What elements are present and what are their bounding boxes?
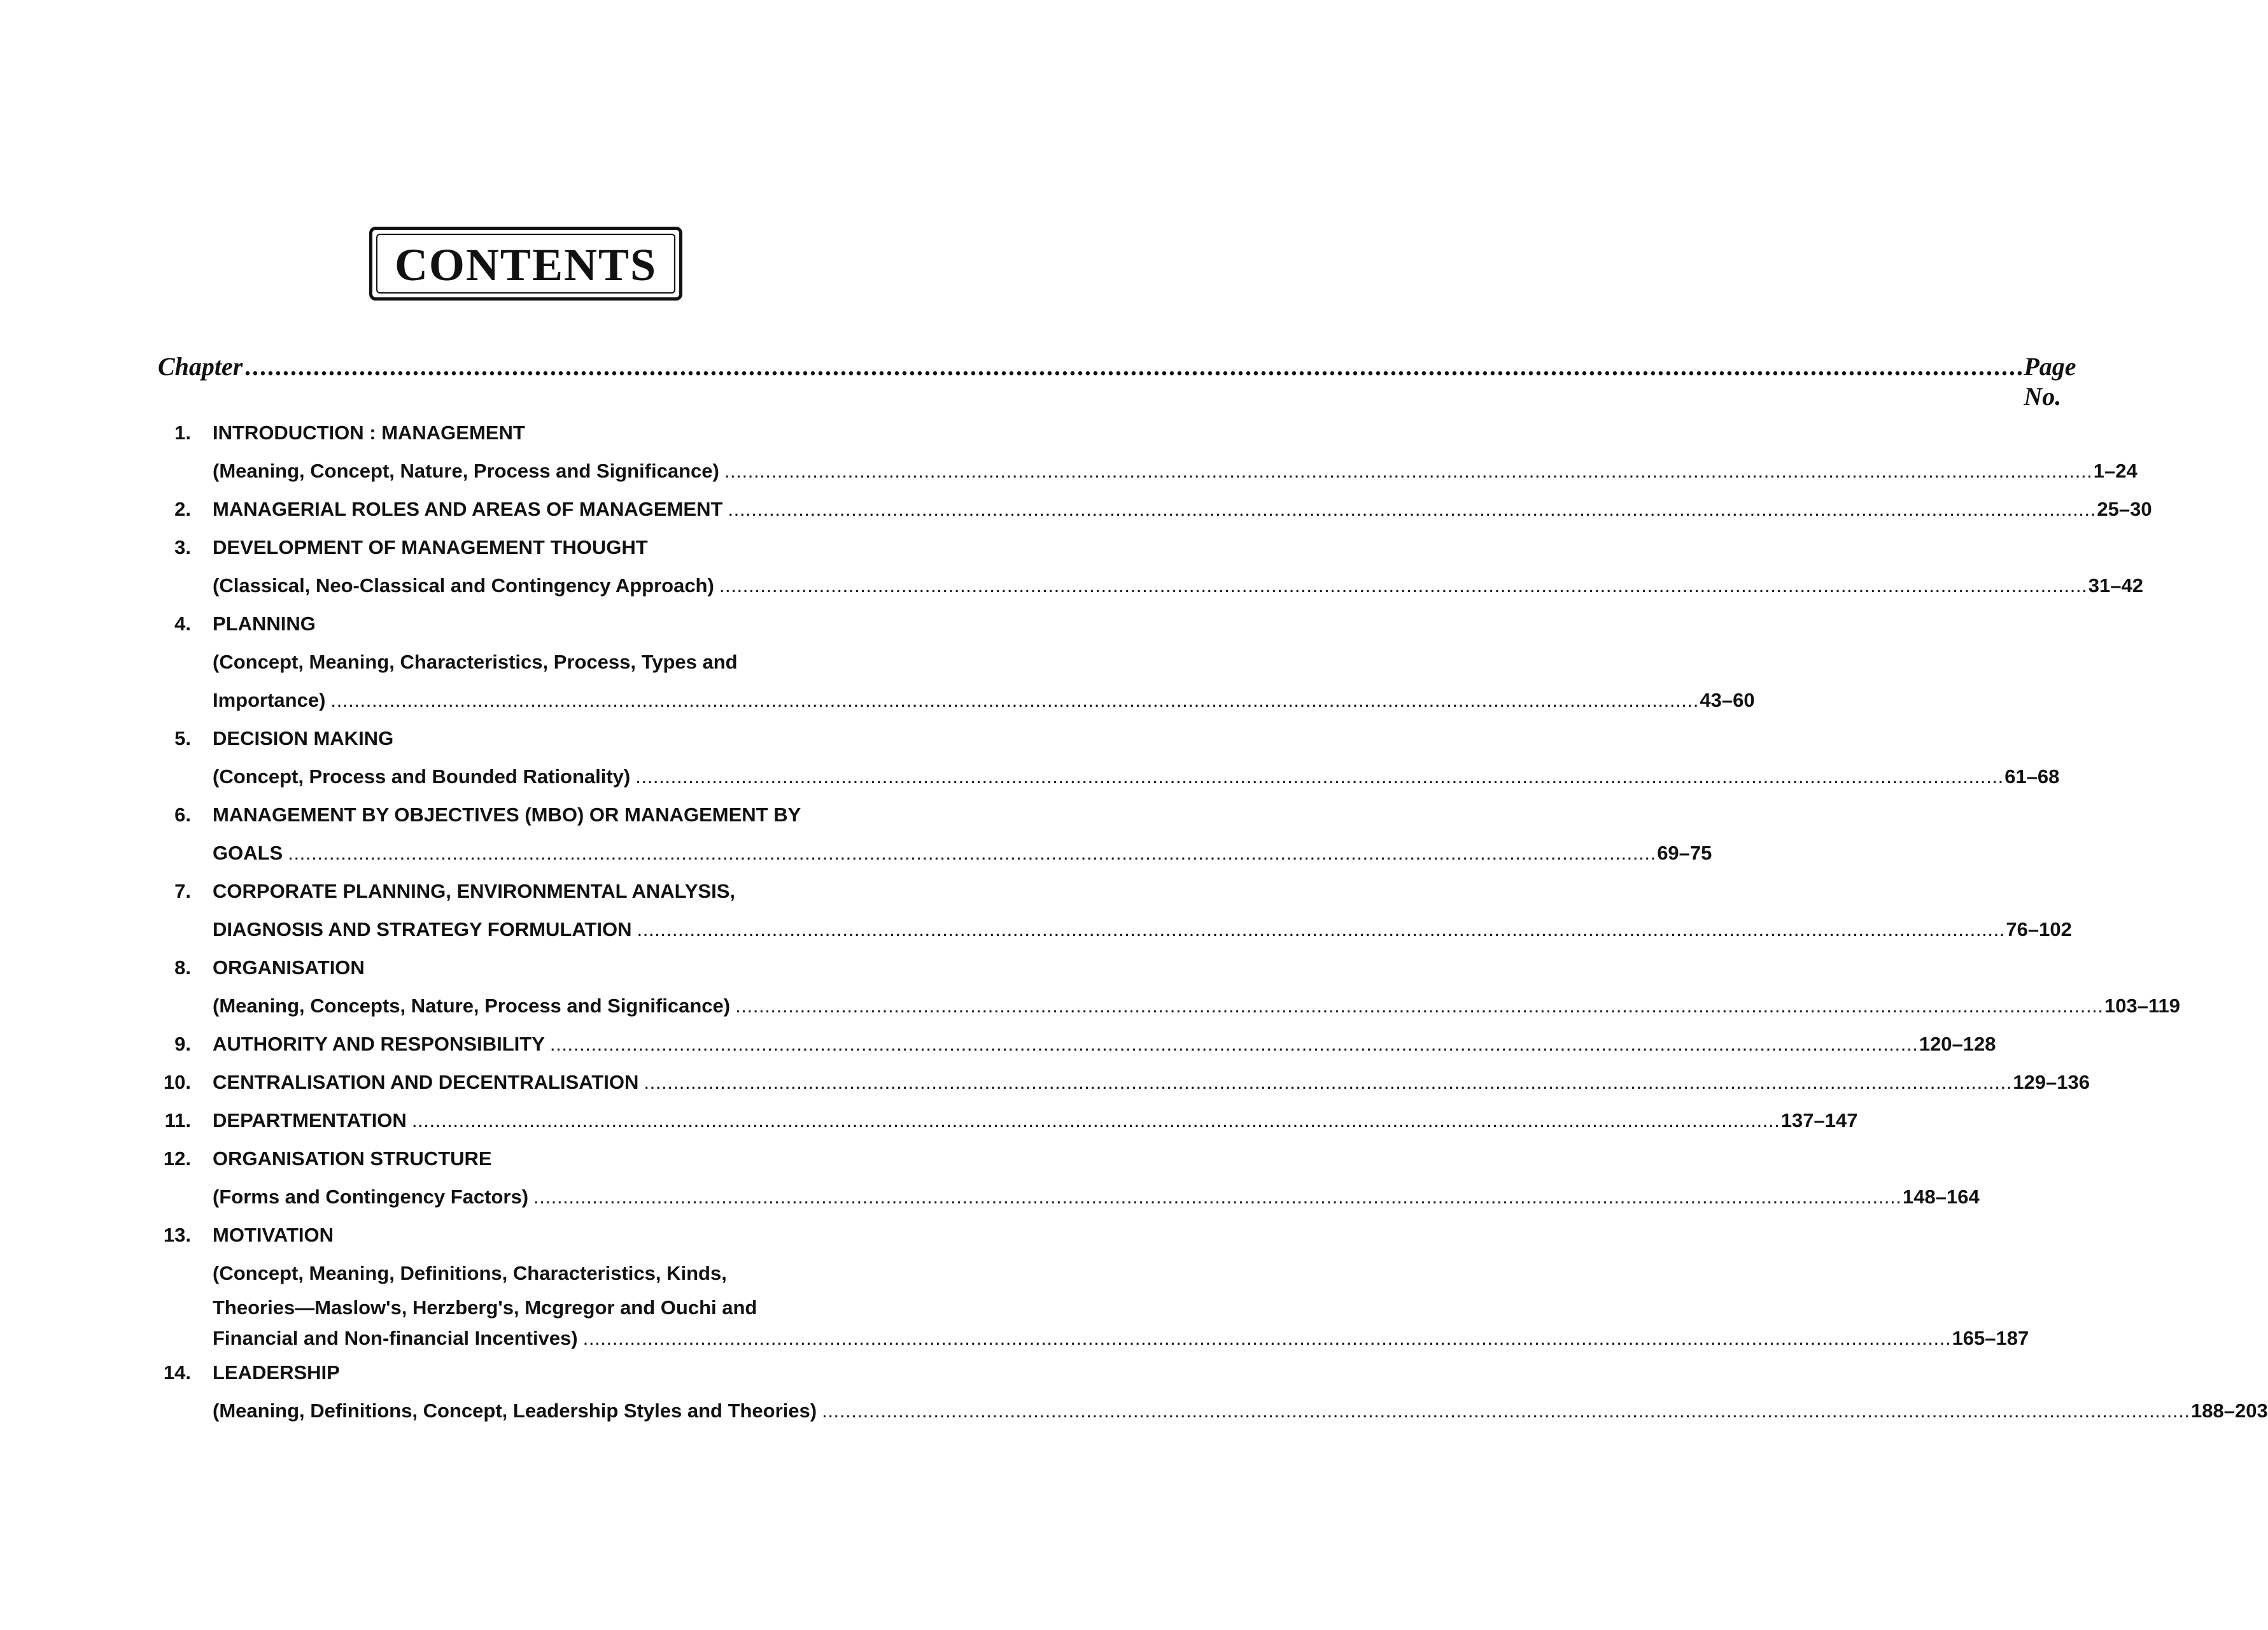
- chapter-body: [213, 949, 2180, 1025]
- page-range: 1–24: [2093, 460, 2138, 482]
- line-text: CENTRALISATION AND DECENTRALISATION: [213, 1071, 639, 1093]
- toc-entry: [158, 1063, 2090, 1102]
- line-text: ORGANISATION STRUCTURE: [213, 1147, 492, 1170]
- chapter-body: [213, 1354, 2268, 1430]
- chapter-number: 5.: [174, 727, 191, 749]
- line-text: LEADERSHIP: [213, 1361, 340, 1384]
- leader-dots: [644, 1063, 2009, 1102]
- chapter-title-line: [213, 834, 1712, 872]
- line-text: DEVELOPMENT OF MANAGEMENT THOUGHT: [213, 536, 648, 558]
- chapter-title-line: [213, 528, 2143, 567]
- chapter-body: [213, 528, 2143, 605]
- line-text: AUTHORITY AND RESPONSIBILITY: [213, 1033, 545, 1055]
- chapter-body: [213, 1102, 1857, 1140]
- chapter-description-line: [213, 681, 1755, 719]
- line-text: MANAGERIAL ROLES AND AREAS OF MANAGEMENT: [213, 498, 723, 520]
- page-column-label: Page No.: [2024, 352, 2076, 411]
- chapter-title-line: [213, 796, 1712, 834]
- chapter-title-line: [213, 1063, 2090, 1102]
- chapter-title-line: [213, 490, 2152, 528]
- page-range: 148–164: [1903, 1186, 1980, 1208]
- leader-dots: [724, 452, 2090, 490]
- toc-entry: [158, 528, 2143, 605]
- leader-dots: [719, 567, 2085, 605]
- page-range: 43–60: [1700, 689, 1755, 711]
- chapter-description-line: [213, 452, 2138, 490]
- line-text: (Concept, Meaning, Definitions, Characteristics, Kinds,: [213, 1262, 727, 1284]
- leader-dots: [822, 1392, 2187, 1430]
- chapter-title-line: [213, 1216, 2029, 1254]
- line-text: (Meaning, Definitions, Concept, Leadership Styles and Theories): [213, 1400, 817, 1422]
- chapter-description-line: [213, 1323, 2029, 1354]
- chapter-title-line: [213, 605, 1755, 643]
- chapter-title-line: [213, 872, 2072, 911]
- page-range: 103–119: [2104, 995, 2181, 1017]
- chapter-number: 7.: [174, 880, 191, 902]
- chapter-body: [213, 605, 1755, 719]
- line-text: (Concept, Meaning, Characteristics, Process, Types and: [213, 651, 738, 673]
- page-range: 69–75: [1657, 842, 1712, 864]
- page-range: 25–30: [2097, 498, 2152, 520]
- chapter-title-line: [213, 1354, 2268, 1392]
- toc-entry: [158, 1102, 1858, 1140]
- line-text: DECISION MAKING: [213, 727, 394, 749]
- page-range: 31–42: [2088, 574, 2143, 597]
- line-text: DIAGNOSIS AND STRATEGY FORMULATION: [213, 918, 632, 940]
- chapter-body: [213, 796, 1712, 872]
- chapter-body: [213, 719, 2059, 796]
- page-range: 76–102: [2006, 918, 2072, 940]
- leader-dots: [735, 987, 2101, 1025]
- chapter-description-line: [213, 987, 2180, 1025]
- chapter-body: [213, 414, 2138, 490]
- leader-dots: [637, 911, 2002, 949]
- page-range: 165–187: [1952, 1327, 2029, 1349]
- leader-dots: [583, 1323, 1948, 1354]
- page-range: 188–203: [2191, 1400, 2268, 1422]
- line-text: (Classical, Neo-Classical and Contingency Approach): [213, 574, 714, 597]
- line-text: Theories—Maslow's, Herzberg's, Mcgregor and Ouchi and: [213, 1296, 757, 1319]
- leader-dots: [550, 1025, 1915, 1063]
- chapter-title-line: [213, 1102, 1857, 1140]
- chapter-body: [213, 1063, 2090, 1102]
- chapter-number: 11.: [164, 1109, 191, 1131]
- line-text: (Concept, Process and Bounded Rationality): [213, 765, 631, 788]
- line-text: DEPARTMENTATION: [213, 1109, 407, 1131]
- line-text: (Meaning, Concept, Nature, Process and Significance): [213, 460, 719, 482]
- chapter-column-label: Chapter: [158, 352, 243, 381]
- toc-entry: [158, 796, 1712, 872]
- toc-entry: [158, 414, 2138, 490]
- chapter-description-line: [213, 1392, 2268, 1430]
- chapter-title-line: [213, 414, 2138, 452]
- line-text: MANAGEMENT BY OBJECTIVES (MBO) OR MANAGEMENT BY: [213, 804, 801, 826]
- chapter-number: 6.: [174, 804, 191, 826]
- leader-dots: [728, 490, 2093, 528]
- toc-entry: [158, 1140, 1980, 1216]
- line-text: ORGANISATION: [213, 956, 365, 979]
- table-of-contents: [158, 414, 2268, 1430]
- chapter-description-line: [213, 567, 2143, 605]
- chapter-number: 2.: [174, 498, 191, 520]
- chapter-body: [213, 872, 2072, 949]
- page-range: 61–68: [2004, 765, 2060, 788]
- page-range: 120–128: [1919, 1033, 1996, 1055]
- chapter-title-line: [213, 1140, 1980, 1178]
- contents-title-box: [369, 227, 682, 301]
- chapter-number: 1.: [174, 422, 191, 444]
- chapter-number: 14.: [163, 1361, 191, 1384]
- chapter-number: 4.: [174, 613, 191, 635]
- toc-entry: [158, 1354, 2268, 1430]
- chapter-number: 8.: [174, 956, 191, 979]
- toc-entry: [158, 605, 1755, 719]
- leader-dots: [245, 351, 2021, 381]
- chapter-number: 13.: [163, 1224, 191, 1246]
- chapter-description-line: [213, 1254, 2029, 1293]
- chapter-body: [213, 1216, 2029, 1354]
- line-text: CORPORATE PLANNING, ENVIRONMENTAL ANALYSIS,: [213, 880, 735, 902]
- chapter-description-line: [213, 1178, 1980, 1216]
- toc-entry: [158, 719, 2060, 796]
- chapter-body: [213, 490, 2152, 528]
- page-title: CONTENTS: [394, 239, 658, 290]
- toc-entry: [158, 872, 2072, 949]
- toc-entry: [158, 949, 2181, 1025]
- chapter-title-line: [213, 719, 2059, 758]
- leader-dots: [533, 1178, 1899, 1216]
- line-text: Importance): [213, 689, 326, 711]
- chapter-description-line: [213, 758, 2059, 796]
- chapter-title-line: [213, 1025, 1996, 1063]
- chapter-body: [213, 1140, 1980, 1216]
- toc-entry: [158, 1025, 1996, 1063]
- chapter-number: 3.: [174, 536, 191, 558]
- column-header-row: [158, 351, 2076, 411]
- line-text: (Meaning, Concepts, Nature, Process and Significance): [213, 995, 731, 1017]
- chapter-number: 12.: [163, 1147, 191, 1170]
- chapter-number: 9.: [174, 1033, 191, 1055]
- chapter-description-line: [213, 1293, 2029, 1323]
- chapter-title-line: [213, 949, 2180, 987]
- toc-entry: [158, 490, 2152, 528]
- line-text: GOALS: [213, 842, 283, 864]
- leader-dots: [288, 834, 1653, 872]
- chapter-description-line: [213, 643, 1755, 681]
- leader-dots: [412, 1102, 1777, 1140]
- line-text: (Forms and Contingency Factors): [213, 1186, 529, 1208]
- line-text: MOTIVATION: [213, 1224, 334, 1246]
- toc-entry: [158, 1216, 2029, 1354]
- line-text: PLANNING: [213, 613, 316, 635]
- page-range: 129–136: [2013, 1071, 2090, 1093]
- chapter-title-line: [213, 911, 2072, 949]
- leader-dots: [330, 681, 1696, 719]
- page-range: 137–147: [1780, 1109, 1858, 1131]
- line-text: Financial and Non-financial Incentives): [213, 1327, 578, 1349]
- line-text: INTRODUCTION : MANAGEMENT: [213, 422, 525, 444]
- leader-dots: [635, 758, 2001, 796]
- chapter-number: 10.: [163, 1071, 191, 1093]
- chapter-body: [213, 1025, 1996, 1063]
